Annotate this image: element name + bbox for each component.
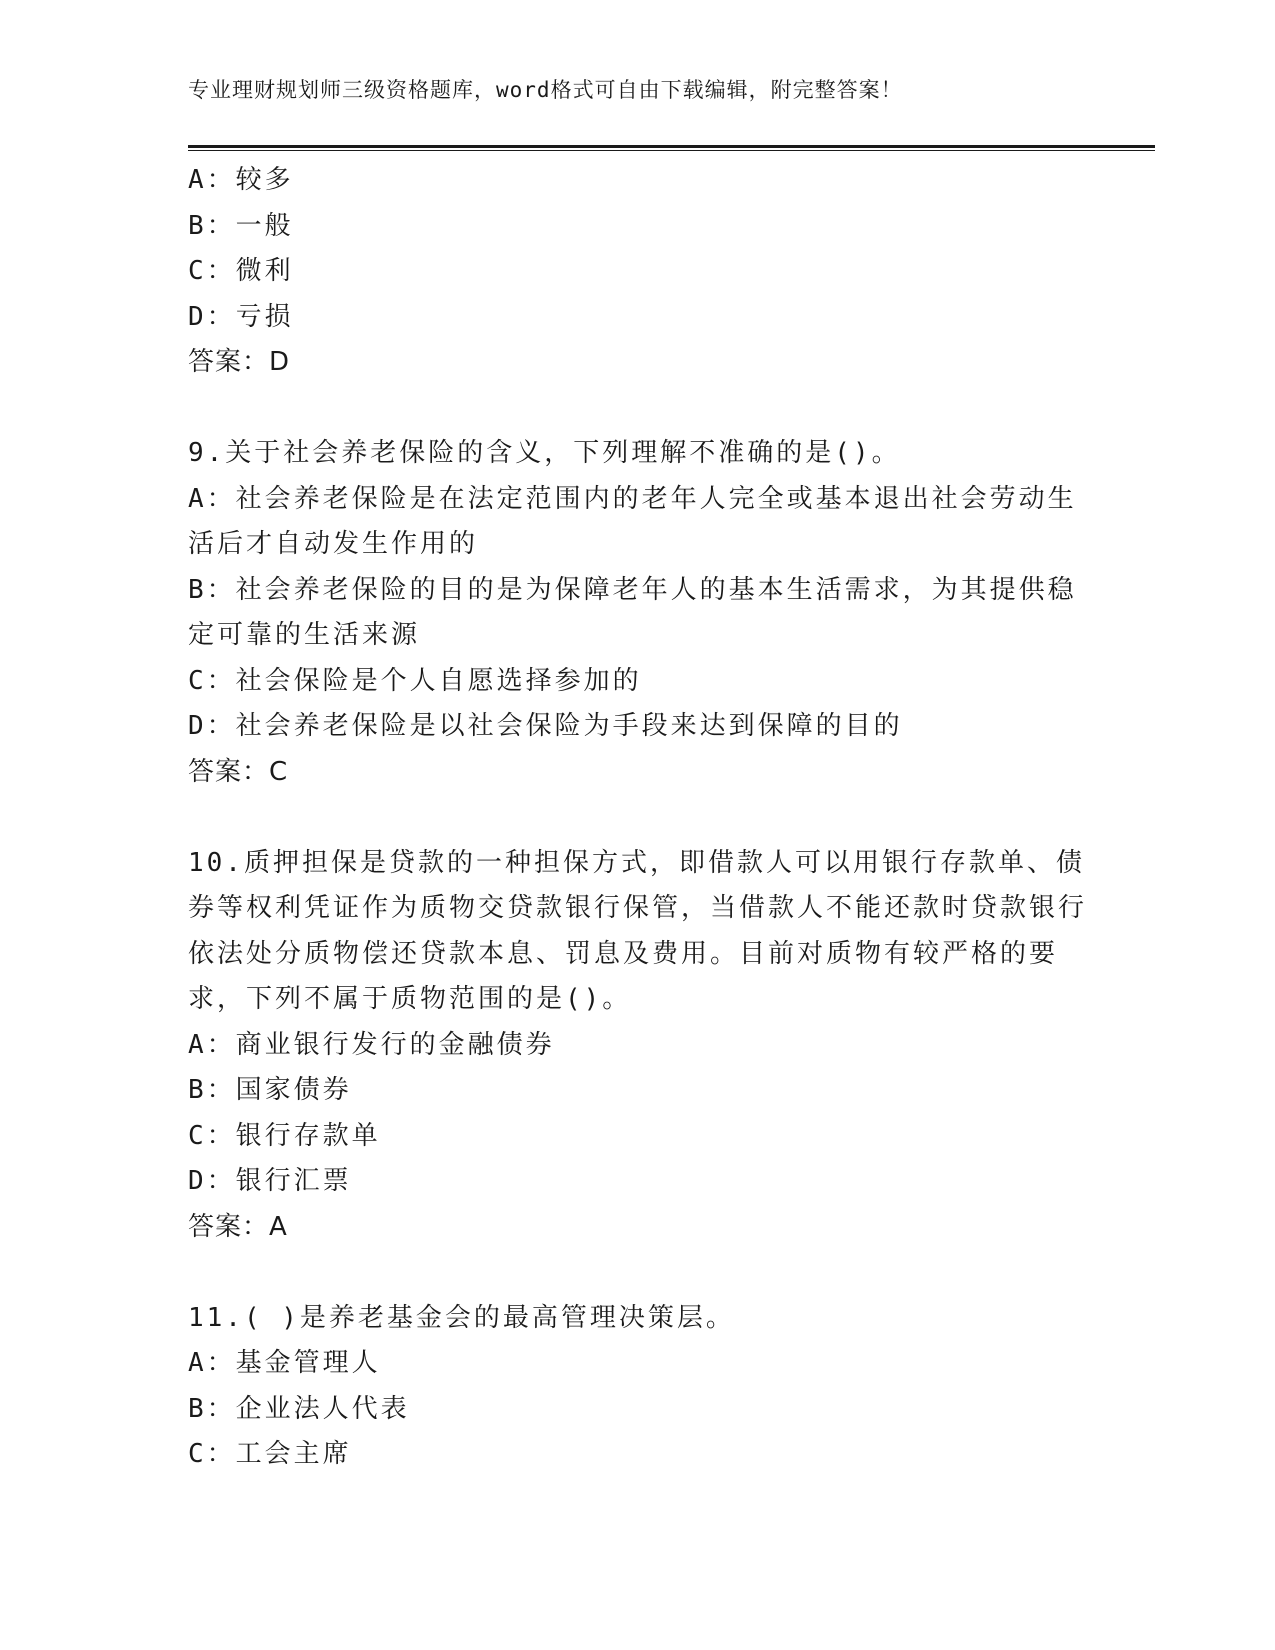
option-a: A：较多 [188,165,294,195]
option-b: B：社会养老保险的目的是为保障老年人的基本生活需求，为其提供稳定可靠的生活来源 [188,574,1077,650]
option-a: A：商业银行发行的金融债券 [188,1029,555,1060]
question-8-block [188,158,1088,386]
header-divider [188,145,1155,148]
question-stem: 11.( )是养老基金会的最高管理决策层。 [188,1302,735,1333]
question-stem: 9.关于社会养老保险的含义，下列理解不准确的是()。 [188,438,901,468]
option-d: D：银行汇票 [188,1166,352,1196]
answer: 答案：C [188,756,289,787]
answer: 答案：D [188,347,291,377]
question-9-block [188,431,1088,795]
question-10-block [188,841,1088,1251]
header-divider-thin [188,150,1155,151]
option-b: B：企业法人代表 [188,1393,410,1424]
option-c: C：工会主席 [188,1439,352,1469]
option-c: C：微利 [188,256,294,286]
question-stem: 10.质押担保是贷款的一种担保方式，即借款人可以用银行存款单、债券等权利凭证作为质物交贷款银行保管，当借款人不能还款时贷款银行依法处分质物偿还贷款本息、罚息及费用。目前对质物有较严格的要求，下列不属于质物范围的是()。 [188,847,1088,1014]
answer: 答案：A [188,1211,288,1242]
question-content [188,158,1088,1478]
option-c: C：社会保险是个人自愿选择参加的 [188,665,642,696]
option-a: A：基金管理人 [188,1348,381,1378]
page-header: 专业理财规划师三级资格题库，word格式可自由下载编辑，附完整答案！ [188,78,903,102]
option-b: B：国家债券 [188,1075,352,1105]
question-11-block [188,1296,1088,1478]
option-d: D：社会养老保险是以社会保险为手段来达到保障的目的 [188,711,903,741]
option-a: A：社会养老保险是在法定范围内的老年人完全或基本退出社会劳动生活后才自动发生作用的 [188,483,1077,559]
option-c: C：银行存款单 [188,1120,381,1151]
option-d: D：亏损 [188,301,294,332]
option-b: B：一般 [188,210,294,241]
